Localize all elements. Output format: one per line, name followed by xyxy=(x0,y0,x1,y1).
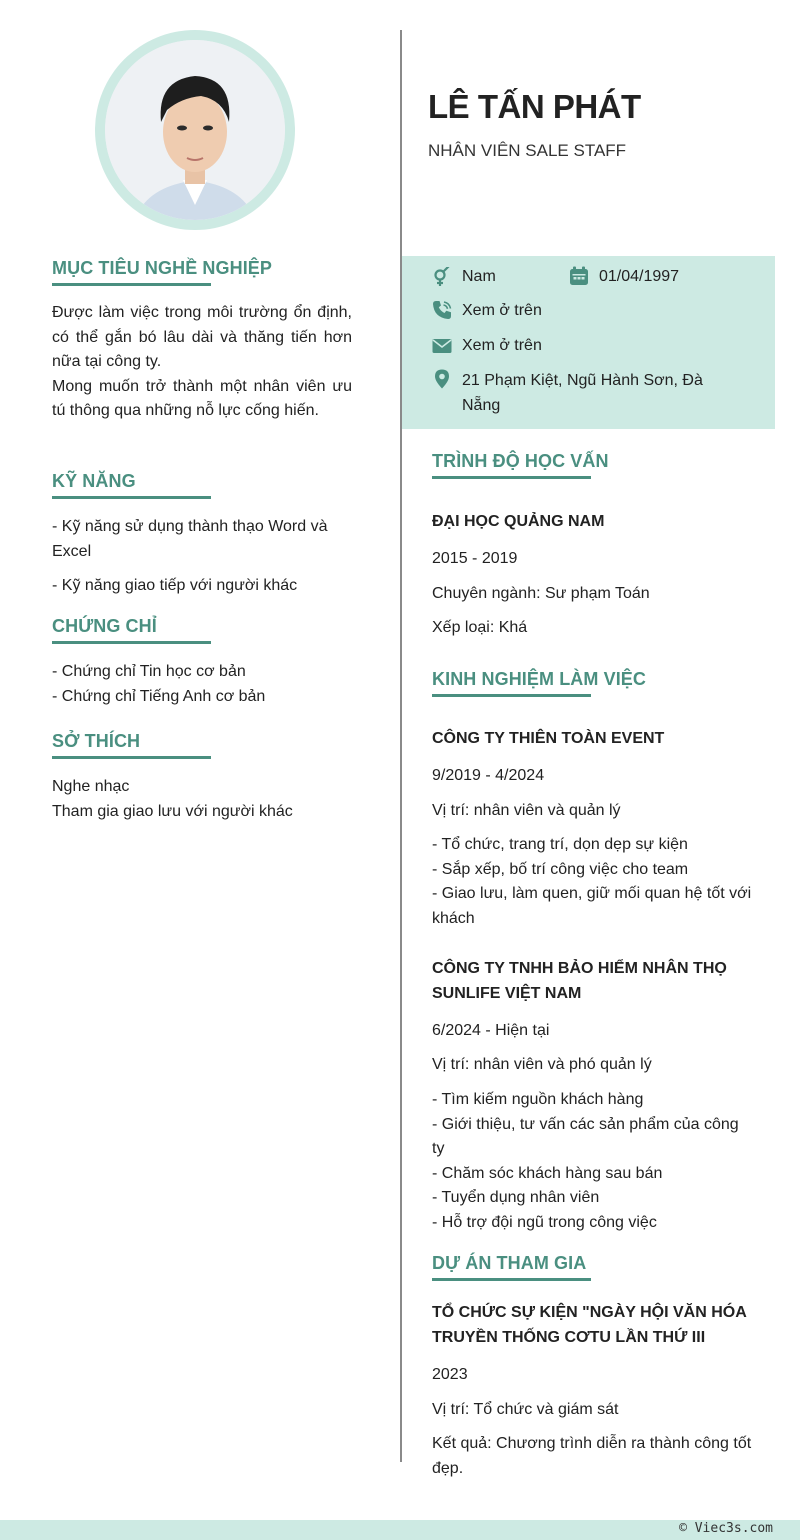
gender-icon xyxy=(432,267,452,287)
certificates-title: CHỨNG CHỈ xyxy=(52,616,157,636)
education-period: 2015 - 2019 xyxy=(432,550,518,567)
skill-item-1: - Kỹ năng sử dụng thành thạo Word và Excel xyxy=(52,518,328,560)
project-result: Kết quả: Chương trình diễn ra thành công tốt đẹp. xyxy=(432,1435,752,1477)
certificates-list xyxy=(52,660,352,709)
watermark: © Viec3s.com xyxy=(679,1521,773,1536)
projects-title: DỰ ÁN THAM GIA xyxy=(432,1253,587,1273)
education-grade: Xếp loại: Khá xyxy=(432,619,528,636)
avatar-frame xyxy=(95,30,295,230)
school-name: ĐẠI HỌC QUẢNG NAM xyxy=(432,513,605,530)
job-period: 9/2019 - 4/2024 xyxy=(432,767,545,784)
location-icon xyxy=(432,369,452,389)
hobby-item: Nghe nhạc xyxy=(52,778,130,795)
duty-item: - Sắp xếp, bố trí công việc cho team xyxy=(432,860,689,878)
duty-item: - Giao lưu, làm quen, giữ mối quan hệ tốt với khách xyxy=(432,885,752,927)
contact-panel xyxy=(402,256,775,429)
skill-item-2: - Kỹ năng giao tiếp với người khác xyxy=(52,577,298,594)
hobby-item: Tham gia giao lưu với người khác xyxy=(52,802,293,820)
email-value: Xem ở trên xyxy=(462,337,542,354)
certificates-underline xyxy=(52,641,211,644)
calendar-icon xyxy=(569,266,589,286)
duty-item: - Tổ chức, trang trí, dọn dẹp sự kiện xyxy=(432,836,688,853)
avatar xyxy=(105,40,285,220)
job-duties xyxy=(432,833,752,931)
address-value: 21 Phạm Kiệt, Ngũ Hành Sơn, Đà Nẵng xyxy=(462,372,703,414)
job-period: 6/2024 - Hiện tại xyxy=(432,1022,550,1039)
hobbies-list xyxy=(52,775,352,824)
objective-line-1: Được làm việc trong môi trường ổn định, có thể gắn bó lâu dài và thăng tiến hơn nữa tại công ty. xyxy=(52,304,352,370)
hobbies-underline xyxy=(52,756,211,759)
objective-text xyxy=(52,301,352,424)
education-title: TRÌNH ĐỘ HỌC VẤN xyxy=(432,451,609,471)
job-duties xyxy=(432,1088,742,1235)
objective-underline xyxy=(52,283,211,286)
objective-line-2: Mong muốn trở thành một nhân viên ưu tú thông qua những nỗ lực cống hiến. xyxy=(52,377,352,419)
phone-value: Xem ở trên xyxy=(462,302,542,319)
certificate-item: - Chứng chỉ Tin học cơ bản xyxy=(52,663,246,680)
job-position: Vị trí: nhân viên và quản lý xyxy=(432,802,621,819)
projects-underline xyxy=(432,1278,591,1281)
skills-underline xyxy=(52,496,211,499)
hobbies-title: SỞ THÍCH xyxy=(52,731,141,751)
skills-title: KỸ NĂNG xyxy=(52,471,136,491)
experience-title: KINH NGHIỆM LÀM VIỆC xyxy=(432,669,647,689)
project-year: 2023 xyxy=(432,1366,468,1383)
experience-underline xyxy=(432,694,591,697)
candidate-name: LÊ TẤN PHÁT xyxy=(428,88,641,125)
footer-bar xyxy=(0,1520,800,1540)
certificate-item: - Chứng chỉ Tiếng Anh cơ bản xyxy=(52,687,266,705)
project-position: Vị trí: Tổ chức và giám sát xyxy=(432,1401,619,1418)
job-company: CÔNG TY THIÊN TOÀN EVENT xyxy=(432,730,665,747)
education-underline xyxy=(432,476,591,479)
job-title: NHÂN VIÊN SALE STAFF xyxy=(428,141,627,160)
duty-item: - Giới thiệu, tư vấn các sản phẩm của công ty xyxy=(432,1115,739,1157)
duty-item: - Chăm sóc khách hàng sau bán xyxy=(432,1164,663,1182)
gender-value: Nam xyxy=(462,268,496,285)
duty-item: - Tuyển dụng nhân viên xyxy=(432,1189,600,1206)
email-icon xyxy=(432,336,452,356)
duty-item: - Hỗ trợ đội ngũ trong công việc xyxy=(432,1213,657,1231)
phone-icon xyxy=(432,300,452,320)
duty-item: - Tìm kiếm nguồn khách hàng xyxy=(432,1091,644,1108)
project-name: TỔ CHỨC SỰ KIỆN "NGÀY HỘI VĂN HÓA TRUYỀN THỐNG CƠTU LẦN THỨ III xyxy=(432,1304,747,1346)
education-major: Chuyên ngành: Sư phạm Toán xyxy=(432,585,650,602)
job-position: Vị trí: nhân viên và phó quản lý xyxy=(432,1056,652,1073)
objective-title: MỤC TIÊU NGHỀ NGHIỆP xyxy=(52,258,273,278)
birthdate-value: 01/04/1997 xyxy=(599,268,680,285)
column-divider xyxy=(400,30,402,1462)
job-company: CÔNG TY TNHH BẢO HIỂM NHÂN THỌ SUNLIFE VIỆT NAM xyxy=(432,960,727,1002)
